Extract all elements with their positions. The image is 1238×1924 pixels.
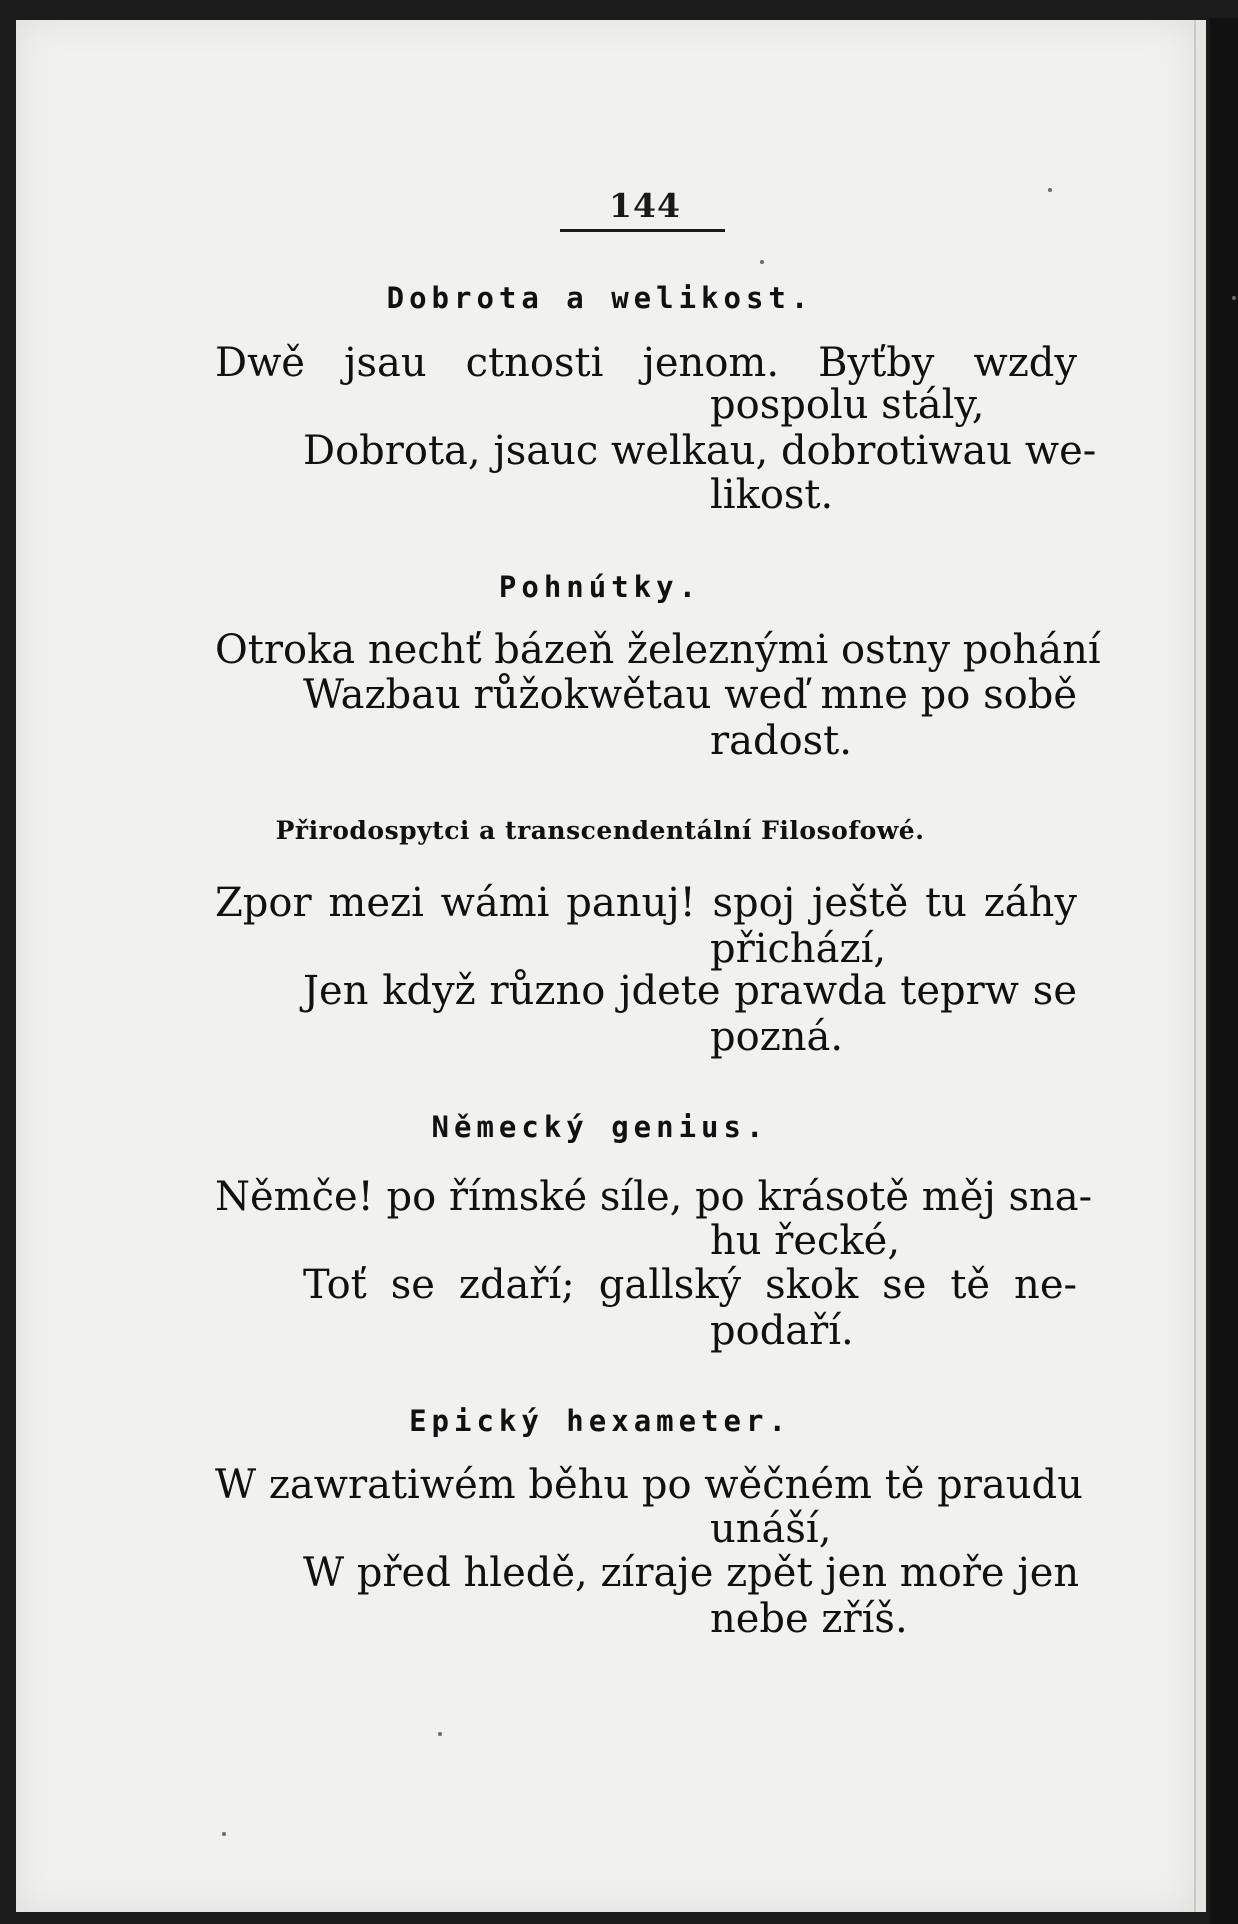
page-number: 144 [609, 186, 681, 225]
verse-line-continuation: pozná. [710, 1014, 844, 1060]
verse-line-continuation: nebe zříš. [710, 1596, 908, 1642]
section-heading-nemecky-genius: Německý genius. [431, 1110, 769, 1144]
section-heading-epicky-hexameter: Epický hexameter. [409, 1404, 791, 1438]
scan-speck [222, 1832, 226, 1836]
verse-line: Dobrota, jsauc welkau, dobrotiwau we- [303, 428, 1097, 474]
verse-line-continuation: podaří. [710, 1308, 854, 1354]
page-number-rule [560, 229, 725, 232]
verse-line: W zawratiwém běhu po wěčném tě praudu [215, 1462, 1083, 1508]
verse-line-continuation: likost. [710, 472, 834, 518]
verse-line: Jen když různo jdete prawda teprw se [303, 968, 1077, 1014]
verse-line-continuation: unáší, [710, 1506, 832, 1552]
section-heading-dobrota: Dobrota a welikost. [386, 281, 814, 315]
verse-line-continuation: hu řecké, [710, 1218, 901, 1264]
scan-speck [1232, 296, 1236, 300]
verse-line: Toť se zdaří; gallský skok se tě ne- [303, 1262, 1077, 1308]
scan-speck [1048, 188, 1052, 192]
verse-line: Němče! po římské síle, po krásotě měj sna- [215, 1174, 1093, 1220]
scan-speck [760, 260, 764, 264]
page-edge [1196, 20, 1206, 1912]
verse-line-continuation: radost. [710, 718, 852, 764]
scan-speck [438, 1732, 442, 1736]
verse-line: Wazbau růžokwětau weď mne po sobě [303, 672, 1077, 718]
verse-line: Otroka nechť bázeň železnými ostny pohání [215, 627, 1101, 673]
verse-line-continuation: pospolu stály, [710, 382, 985, 428]
verse-line-continuation: přichází, [710, 926, 887, 972]
verse-line: Zpor mezi wámi panuj! spoj ještě tu záhy [215, 880, 1077, 926]
scan-border [1210, 18, 1238, 1924]
verse-line: W před hledě, zíraje zpět jen moře jen [303, 1550, 1080, 1596]
verse-line: Dwě jsau ctnosti jenom. Byťby wzdy [215, 340, 1077, 386]
section-heading-prirodospytci: Přirodospytci a transcendentální Filosofowé. [275, 816, 925, 845]
section-heading-pohnutky: Pohnútky. [498, 570, 702, 604]
